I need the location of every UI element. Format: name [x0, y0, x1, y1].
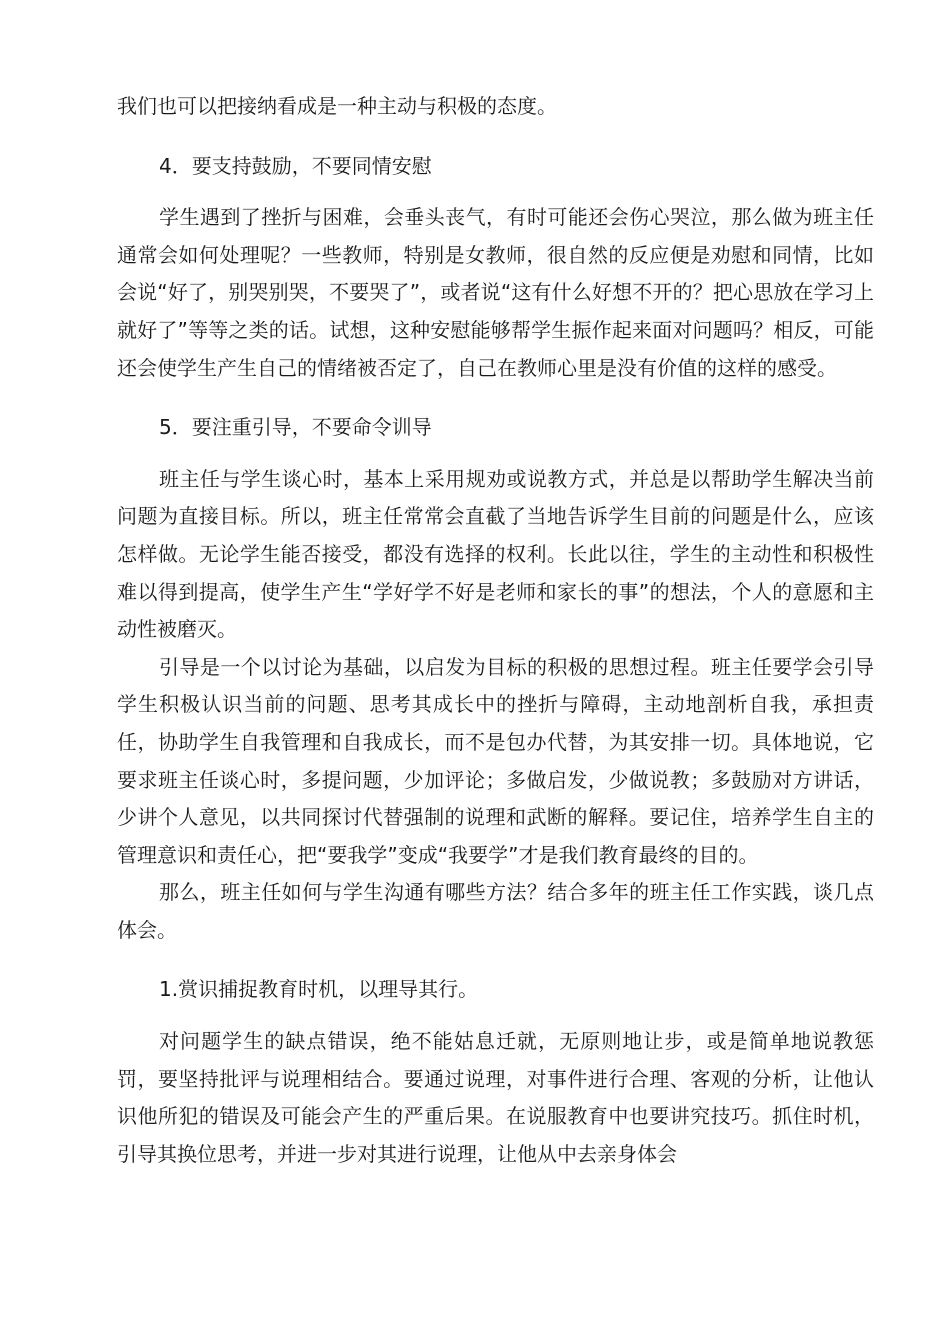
paragraph-communication-methods: 那么，班主任如何与学生沟通有哪些方法？结合多年的班主任工作实践，谈几点体会。 [117, 880, 874, 942]
paragraph-guidance-problem: 班主任与学生谈心时，基本上采用规劝或说教方式，并总是以帮助学生解决当前问题为直接目标。所以，班主任常常会直截了当地告诉学生目前的问题是什么，应该怎样做。无论学生能否接受，都没有选择的权利。长此以往，学生的主动性和积极性难以得到提高，使学生产生“学好学不好是老师和家长的事”的想法，个人的意愿和主动性被磨灭。 [117, 466, 874, 642]
paragraph-problem-students: 对问题学生的缺点错误，绝不能姑息迁就，无原则地让步，或是简单地说教惩罚，要坚持批评与说理相结合。要通过说理，对事件进行合理、客观的分析，让他认识他所犯的错误及可能会产生的严重后果。在说服教育中也要讲究技巧。抓住时机，引导其换位思考，并进一步对其进行说理，让他从中去亲身体会 [117, 1029, 874, 1166]
section-heading-5: 5．要注重引导，不要命令训导 [159, 415, 432, 440]
paragraph-support-encourage: 学生遇到了挫折与困难，会垂头丧气，有时可能还会伤心哭泣，那么做为班主任通常会如何处理呢？一些教师，特别是女教师，很自然的反应便是劝慰和同情，比如会说“好了，别哭别哭，不要哭了”，或者说“这有什么好想不开的？把心思放在学习上就好了”等等之类的话。试想，这种安慰能够帮学生振作起来面对问题吗？相反，可能还会使学生产生自己的情绪被否定了，自己在教师心里是没有价值的这样的感受。 [117, 205, 874, 380]
section-heading-4: 4．要支持鼓励，不要同情安慰 [159, 153, 432, 178]
paragraph-acceptance-ending: 我们也可以把接纳看成是一种主动与积极的态度。 [117, 94, 557, 118]
section-heading-1: 1.赏识捕捉教育时机，以理导其行。 [159, 977, 479, 1002]
document-page [117, 88, 874, 1173]
paragraph-guidance-definition: 引导是一个以讨论为基础，以启发为目标的积极的思想过程。班主任要学会引导学生积极认识当前的问题、思考其成长中的挫折与障碍，主动地剖析自我，承担责任，协助学生自我管理和自我成长，而不是包办代替，为其安排一切。具体地说，它要求班主任谈心时，多提问题，少加评论；多做启发，少做说教；多鼓励对方讲话，少讲个人意见，以共同探讨代替强制的说理和武断的解释。要记住，培养学生自主的管理意识和责任心，把“要我学”变成“我要学”才是我们教育最终的目的。 [117, 654, 874, 867]
